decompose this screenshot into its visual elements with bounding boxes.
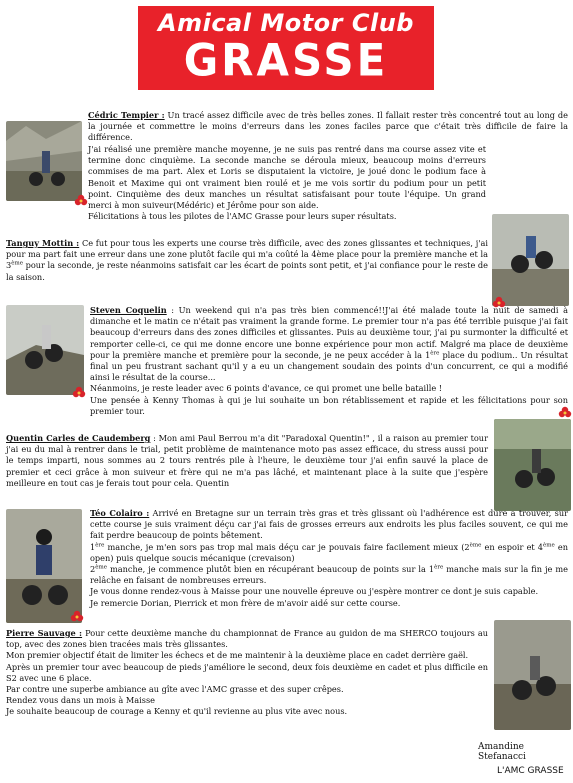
flower-icon: [74, 194, 88, 208]
flower-icon: [70, 610, 84, 624]
section-steven: Steven Coquelin : Un weekend qui n'a pas très bien commencé!!J'ai été malade toute la nuit de samedi à dimanche et le matin ce n'était pas vraiment la grande forme. Le premier tour n'a pas été terrible puisque j'ai fait beaucoup d'erreurs dans des zones difficiles et glissantes. Puis au deuxième tour, j'ai pu surmonter la difficulté et remporter celle-ci, ce qui me donne encore une bonne expérience pour mon actif. Malgré ma place de deuxième pour la première manche et première pour la seconde, je ne peux accéder à la 1ère place du podium.. Un résultat final un peu frustrant sachant qu'il y a eu un changement soudain des points d'un concurrent, ce qui a modifié ainsi le résultat de la course... Néanmoins, je reste leader avec 6 points d'avance, ce qui promet une belle bataille ! Une pensée à Kenny Thomas à qui je lui souhaite un bon rétablissement et rapide et les félicitations pour son premier tour.: [90, 305, 568, 416]
signature: Amandine Stefanacci: [478, 742, 526, 762]
photo-cedric: [6, 121, 82, 201]
club-banner: [138, 6, 434, 90]
section-tanguy: Tanguy Mottin : Ce fut pour tous les experts une course très difficile, avec des zones glissantes et techniques, j'ai pour ma part fait une erreur dans une zone plutôt facile qui m'a coûté la 4ème place pour la première manche et la 3ème pour la seconde, je reste néanmoins satisfait car les écart de points sont petit, et j'ai confiance pour le reste de la saison.: [6, 238, 489, 282]
photo-quentin: [494, 419, 571, 511]
banner-line-2: GRASSE: [183, 34, 389, 87]
pilot-name: Tanguy Mottin :: [6, 238, 80, 248]
section-cedric-body: J'ai réalisé une première manche moyenne, je ne suis pas rentré dans ma course assez vite et termine donc cinquième. La seconde manche se déroula mieux, beaucoup moins d'erreurs commises de ma part. Alex et Loris se disputaient la victoire, je joué donc le podium face à Benoit et Maxime qui ont vraiment bien roulé et je me vois sortir du podium pour un petit point. Cinquième des deux manches un résultat satisfaisant pour toute l'équipe. Un grand merci à mon suiveur(Médéric) et Jérôme pour son aide. Félicitations à tous les pilotes de l'AMC Grasse pour leurs super résultats.: [88, 144, 486, 222]
section-quentin: Quentin Carles de Caudemberg : Mon ami Paul Berrou m'a dit "Paradoxal Quentin!" , il a raison au premier tour j'ai eu du mal à rentrer dans le trial, petit problème de maintenance moto pas assez efficace, du stress aussi pour le temps imparti, nous sommes au 2 tours rentrés pile à l'heure, le deuxième tour j'ai enfin sauvé la place de premier et ceci grâce à mon suiveur et frère qui ne m'a pas lâché, et maintenant place à la suite que j'espère meilleure en tout cas je ferais tout pour cela. Quentin: [6, 433, 488, 488]
pilot-name: Téo Colairo :: [90, 508, 150, 518]
photo-steven: [6, 305, 84, 395]
pilot-name: Steven Coquelin: [90, 305, 167, 315]
section-teo: Téo Colairo : Arrivé en Bretagne sur un terrain très gras et très glissant où l'adhérence est dure a trouver, sur cette course je suis vraiment déçu car j'ai fais de grosses erreurs aux endroits les plus faciles souvent, ce qui me fait perdre beaucoup de points bêtement. 1ère manche, je m'en sors pas trop mal mais déçu car je pouvais faire facilement mieux (2ème en espoir et 4ème en open) puis quelque soucis mécanique (crevaison) 2ème manche, je commence plutôt bien en récupérant beaucoup de points sur la 1ère manche mais sur la fin je me relâche en faisant de nombreuses erreurs. Je vous donne rendez-vous à Maisse pour une nouvelle épreuve ou j'espère montrer ce dont je suis capable. Je remercie Dorian, Pierrick et mon frère de m'avoir aidé sur cette course.: [90, 508, 569, 608]
photo-teo: [6, 509, 82, 623]
footer-club-name: L'AMC GRASSE: [497, 766, 564, 776]
flower-icon: [72, 386, 86, 400]
pilot-name: Pierre Sauvage :: [6, 628, 83, 638]
banner-line-1: Amical Motor Club: [158, 9, 414, 37]
section-cedric: Cédric Tempier : Un tracé assez difficile avec de très belles zones. Il fallait rester très concentré tout au long de la journée et commettre le moins d'erreurs dans les zones faciles parce que c'était très difficile de faire la différence.: [88, 110, 568, 143]
photo-pierre: [494, 620, 571, 730]
section-pierre: Pierre Sauvage : Pour cette deuxième manche du championnat de France au guidon de ma SHERCO toujours au top, avec des zones bien tracées mais très glissantes. Mon premier objectif était de limiter les échecs et de me maintenir à la deuxième place en cadet derrière gaël. Après un premier tour avec beaucoup de pieds j'améliore le second, deux fois deuxième en cadet et plus difficile en S2 avec une 6 place. Par contre une superbe ambiance au gîte avec l'AMC grasse et des super crêpes. Rendez vous dans un mois à Maisse Je souhaite beaucoup de courage a Kenny et qu'il revienne au plus vite avec nous.: [6, 628, 489, 717]
pilot-name: Quentin Carles de Caudemberg: [6, 433, 151, 443]
pilot-name: Cédric Tempier :: [88, 110, 165, 120]
photo-tanguy: [492, 214, 569, 306]
